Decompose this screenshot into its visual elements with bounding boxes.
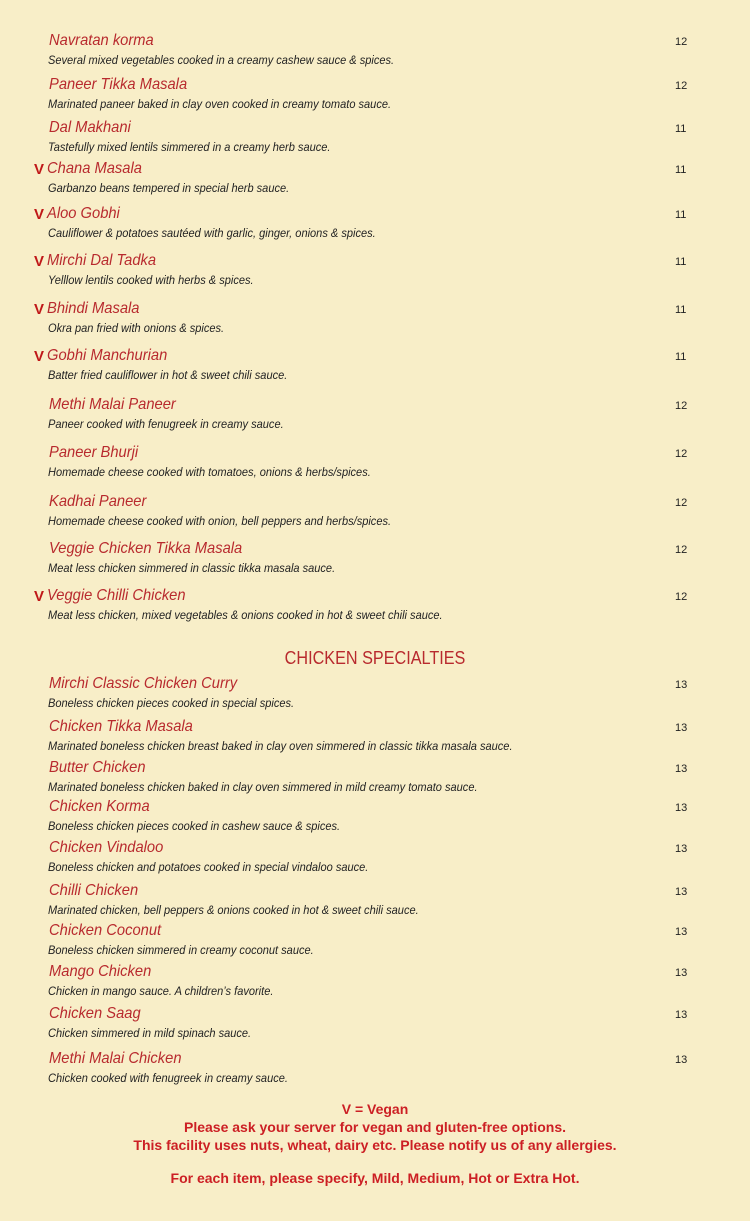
item-name: Chicken Saag (49, 1005, 141, 1022)
footer-options-note: Please ask your server for vegan and gluten-free options. (183, 1119, 566, 1135)
item-name: Gobhi Manchurian (47, 347, 168, 364)
item-description: Tastefully mixed lentils simmered in a creamy herb sauce. (48, 140, 331, 154)
item-description: Okra pan fried with onions & spices. (48, 321, 225, 335)
item-description: Garbanzo beans tempered in special herb sauce. (48, 181, 290, 195)
item-description: Meat less chicken, mixed vegetables & onions cooked in hot & sweet chili sauce. (48, 608, 443, 622)
vegan-icon: V (34, 161, 45, 178)
item-price: 11 (675, 123, 687, 135)
item-price: 12 (675, 448, 688, 460)
item-price: 13 (675, 886, 688, 898)
section-title-chicken: CHICKEN SPECIALTIES (284, 648, 466, 668)
item-name: Chana Masala (47, 160, 142, 177)
item-price: 11 (675, 351, 687, 363)
item-price: 13 (675, 802, 688, 814)
item-description: Marinated chicken, bell peppers & onions cooked in hot & sweet chili sauce. (48, 903, 419, 917)
item-description: Boneless chicken simmered in creamy coconut sauce. (48, 943, 314, 957)
item-price: 11 (675, 164, 687, 176)
item-description: Marinated boneless chicken breast baked in clay oven simmered in classic tikka masala sauce. (48, 739, 513, 753)
footer-allergy-note: This facility uses nuts, wheat, dairy etc. Please notify us of any allergies. (133, 1137, 617, 1153)
footer-spice-note: For each item, please specify, Mild, Medium, Hot or Extra Hot. (170, 1170, 580, 1186)
item-name: Mirchi Classic Chicken Curry (49, 675, 238, 692)
item-name: Paneer Tikka Masala (49, 76, 188, 93)
vegan-icon: V (34, 588, 45, 605)
item-price: 13 (675, 1009, 688, 1021)
vegan-icon: V (34, 348, 45, 365)
item-description: Several mixed vegetables cooked in a creamy cashew sauce & spices. (48, 53, 395, 67)
item-description: Boneless chicken pieces cooked in cashew sauce & spices. (48, 819, 341, 833)
vegan-icon: V (34, 301, 45, 318)
item-price: 12 (675, 400, 688, 412)
item-name: Paneer Bhurji (49, 444, 139, 461)
item-price: 13 (675, 967, 688, 979)
item-price: 11 (675, 209, 687, 221)
item-name: Chicken Korma (49, 798, 150, 815)
item-name: Kadhai Paneer (49, 493, 147, 510)
item-name: Chicken Coconut (49, 922, 162, 939)
item-description: Batter fried cauliflower in hot & sweet chili sauce. (48, 368, 288, 382)
item-name: Chicken Tikka Masala (49, 718, 193, 735)
item-price: 12 (675, 80, 688, 92)
item-description: Homemade cheese cooked with tomatoes, onions & herbs/spices. (48, 465, 371, 479)
item-name: Mirchi Dal Tadka (47, 252, 157, 269)
item-name: Veggie Chicken Tikka Masala (49, 540, 243, 557)
item-description: Homemade cheese cooked with onion, bell peppers and herbs/spices. (48, 514, 392, 528)
item-price: 11 (675, 304, 687, 316)
item-description: Marinated paneer baked in clay oven cooked in creamy tomato sauce. (48, 97, 392, 111)
item-description: Boneless chicken and potatoes cooked in special vindaloo sauce. (48, 860, 369, 874)
item-name: Butter Chicken (49, 759, 146, 776)
item-price: 13 (675, 843, 688, 855)
item-price: 13 (675, 679, 688, 691)
item-price: 13 (675, 1054, 688, 1066)
item-price: 12 (675, 591, 688, 603)
item-price: 13 (675, 722, 688, 734)
item-name: Mango Chicken (49, 963, 152, 980)
vegan-icon: V (34, 253, 45, 270)
item-name: Chicken Vindaloo (49, 839, 164, 856)
item-description: Cauliflower & potatoes sautéed with garlic, ginger, onions & spices. (48, 226, 376, 240)
item-name: Aloo Gobhi (47, 205, 120, 222)
item-price: 11 (675, 256, 687, 268)
item-description: Chicken in mango sauce. A children’s favorite. (48, 984, 274, 998)
item-description: Paneer cooked with fenugreek in creamy sauce. (48, 417, 284, 431)
item-description: Chicken simmered in mild spinach sauce. (48, 1026, 252, 1040)
item-price: 12 (675, 544, 688, 556)
item-price: 12 (675, 497, 688, 509)
item-name: Dal Makhani (49, 119, 131, 136)
item-name: Methi Malai Paneer (49, 396, 176, 413)
item-price: 12 (675, 36, 688, 48)
item-description: Marinated boneless chicken baked in clay oven simmered in mild creamy tomato sauce. (48, 780, 478, 794)
item-description: Boneless chicken pieces cooked in special spices. (48, 696, 295, 710)
item-name: Navratan korma (49, 32, 154, 49)
item-name: Veggie Chilli Chicken (47, 587, 186, 604)
item-name: Methi Malai Chicken (49, 1050, 182, 1067)
footer-legend: V = Vegan (341, 1101, 409, 1117)
item-description: Meat less chicken simmered in classic tikka masala sauce. (48, 561, 336, 575)
item-price: 13 (675, 926, 688, 938)
item-name: Chilli Chicken (49, 882, 139, 899)
item-price: 13 (675, 763, 688, 775)
item-description: Chicken cooked with fenugreek in creamy sauce. (48, 1071, 288, 1085)
vegan-icon: V (34, 206, 45, 223)
item-name: Bhindi Masala (47, 300, 140, 317)
item-description: Yelllow lentils cooked with herbs & spices. (48, 273, 254, 287)
